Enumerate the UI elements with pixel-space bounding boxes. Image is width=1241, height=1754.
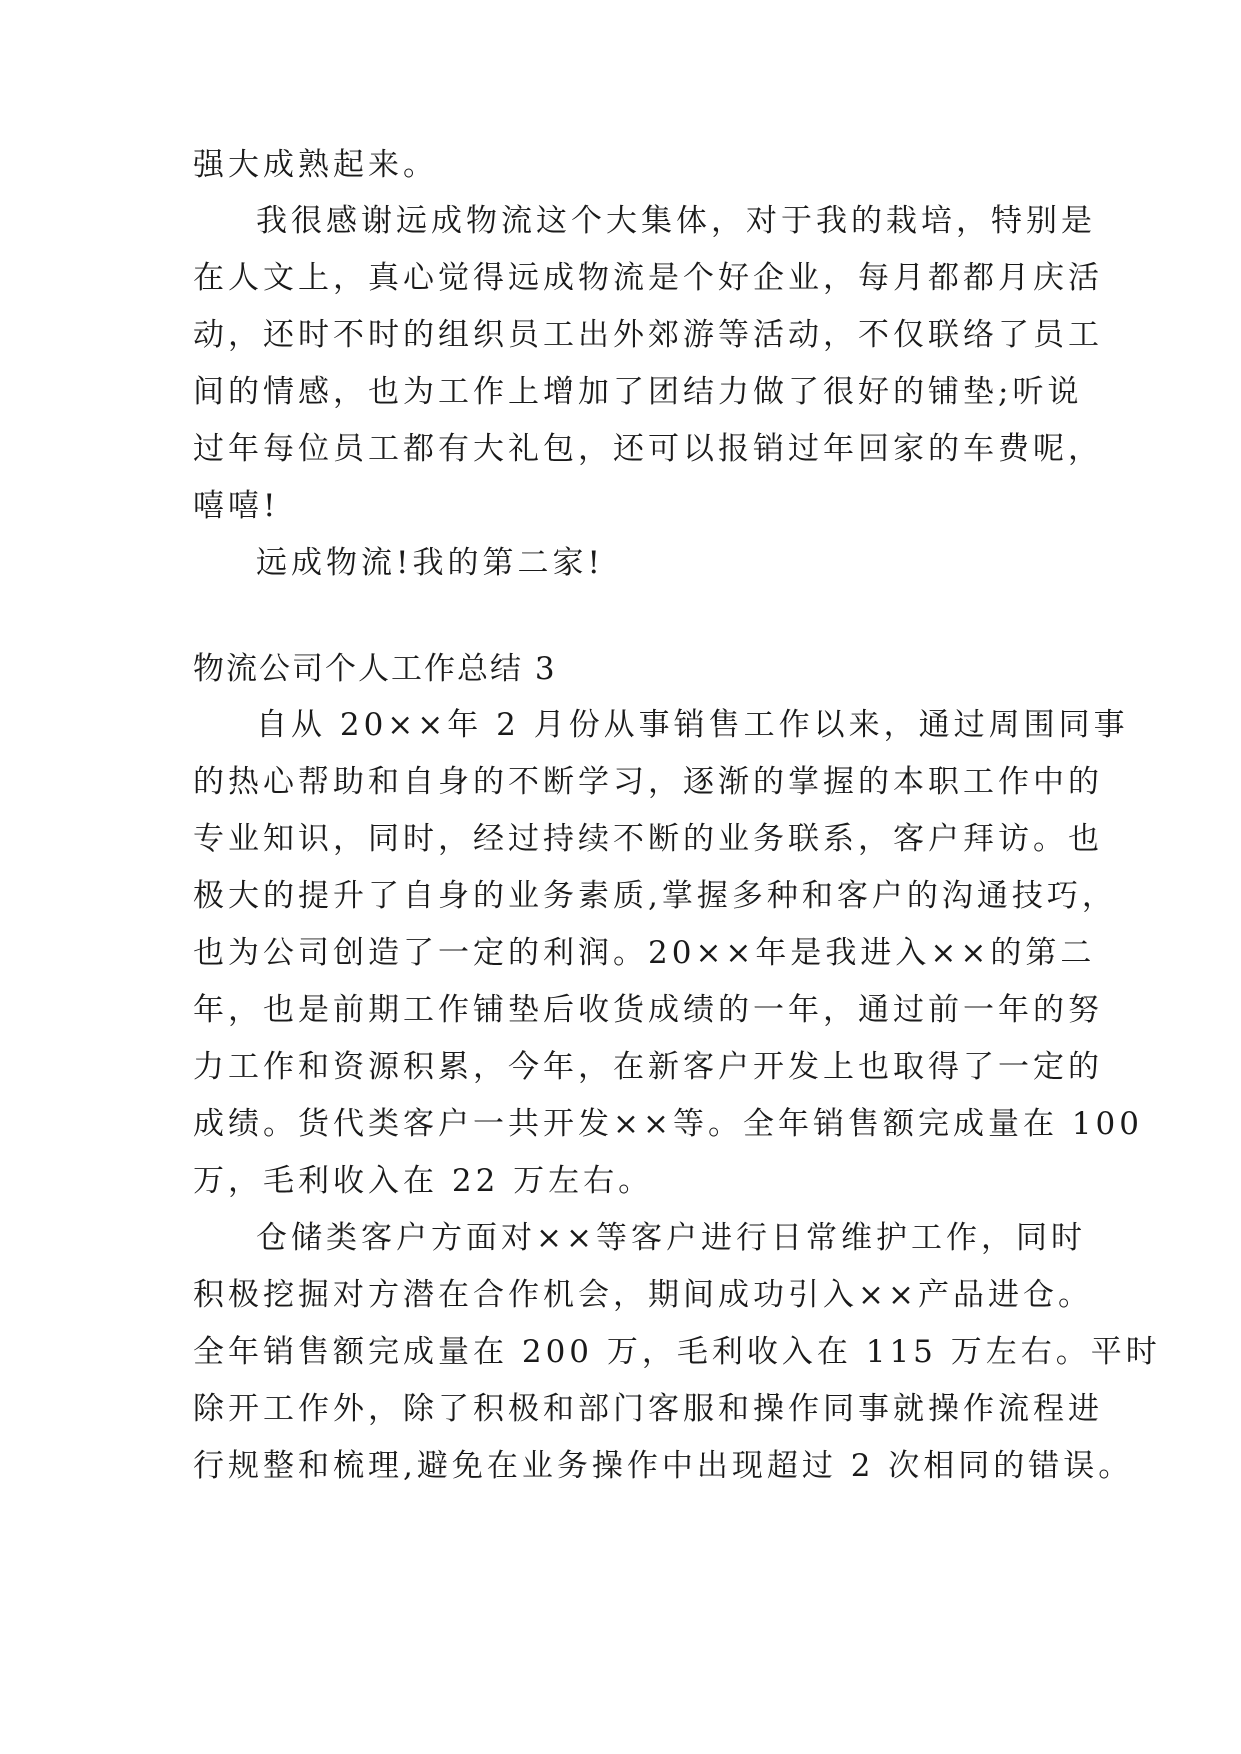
text-line: 强大成熟起来。 bbox=[193, 147, 438, 183]
text-line: 过年每位员工都有大礼包，还可以报销过年回家的车费呢， bbox=[193, 431, 1103, 467]
text-line: 自从 20××年 2 月份从事销售工作以来，通过周围同事 bbox=[256, 707, 1129, 743]
text-line: 全年销售额完成量在 200 万，毛利收入在 115 万左右。平时 bbox=[193, 1334, 1161, 1370]
text-line: 在人文上，真心觉得远成物流是个好企业，每月都都月庆活 bbox=[193, 260, 1103, 296]
text-line: 专业知识，同时，经过持续不断的业务联系，客户拜访。也 bbox=[193, 821, 1103, 857]
text-line: 万，毛利收入在 22 万左右。 bbox=[193, 1163, 654, 1199]
text-line: 除开工作外，除了积极和部门客服和操作同事就操作流程进 bbox=[193, 1391, 1103, 1427]
text-line: 力工作和资源积累，今年，在新客户开发上也取得了一定的 bbox=[193, 1049, 1103, 1085]
section-title: 物流公司个人工作总结 3 bbox=[193, 651, 557, 687]
text-line: 也为公司创造了一定的利润。20××年是我进入××的第二 bbox=[193, 935, 1096, 971]
text-line: 行规整和梳理,避免在业务操作中出现超过 2 次相同的错误。 bbox=[193, 1448, 1134, 1484]
text-line: 间的情感，也为工作上增加了团结力做了很好的铺垫;听说 bbox=[193, 374, 1083, 410]
text-line: 远成物流!我的第二家! bbox=[256, 545, 604, 581]
text-line: 我很感谢远成物流这个大集体，对于我的栽培，特别是 bbox=[256, 203, 1096, 239]
text-line: 年，也是前期工作铺垫后收货成绩的一年，通过前一年的努 bbox=[193, 992, 1103, 1028]
text-line: 的热心帮助和自身的不断学习，逐渐的掌握的本职工作中的 bbox=[193, 764, 1103, 800]
text-line: 仓储类客户方面对××等客户进行日常维护工作，同时 bbox=[256, 1220, 1086, 1256]
text-line: 积极挖掘对方潜在合作机会，期间成功引入××产品进仓。 bbox=[193, 1277, 1093, 1313]
text-line: 嘻嘻! bbox=[193, 488, 280, 524]
text-line: 动，还时不时的组织员工出外郊游等活动，不仅联络了员工 bbox=[193, 317, 1103, 353]
text-line: 极大的提升了自身的业务素质,掌握多种和客户的沟通技巧， bbox=[193, 878, 1117, 914]
text-line: 成绩。货代类客户一共开发××等。全年销售额完成量在 100 bbox=[193, 1106, 1143, 1142]
